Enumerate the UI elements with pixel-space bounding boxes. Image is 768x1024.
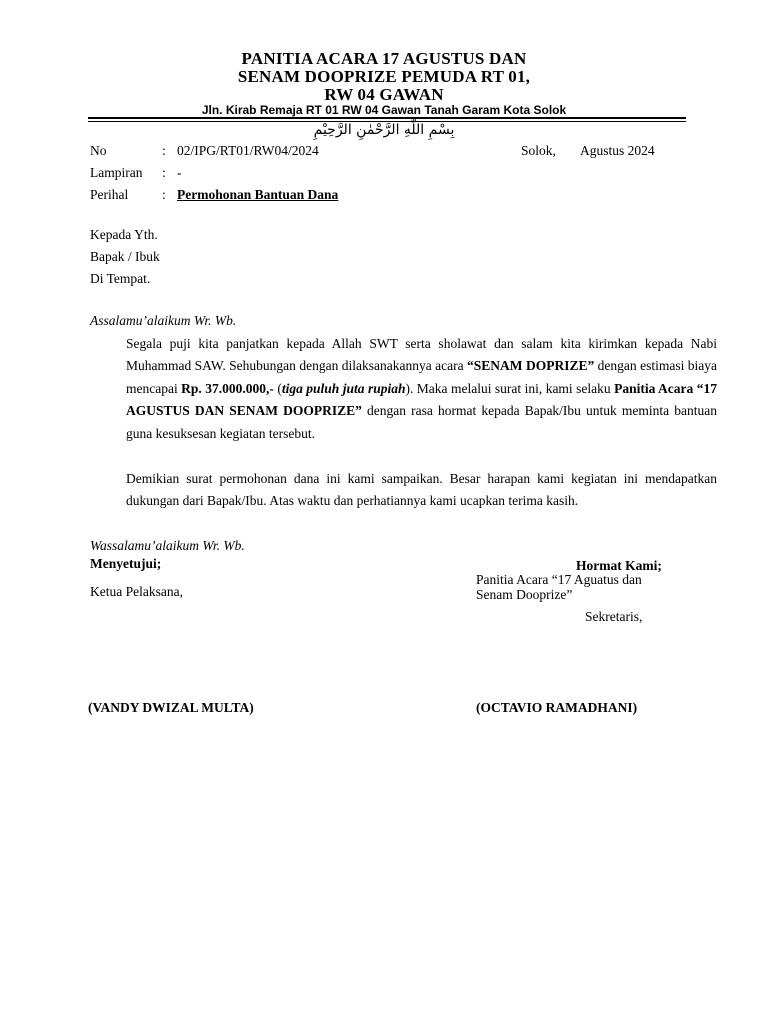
letterhead-line-3: RW 04 GAWAN xyxy=(324,85,444,104)
committee-name-block xyxy=(476,572,642,602)
perihal-colon: : xyxy=(162,187,166,202)
opening-salutation: Assalamu’alaikum Wr. Wb. xyxy=(90,313,237,328)
p1-amount-words: tiga puluh juta rupiah xyxy=(281,380,406,396)
p1-text-5: dengan rasa hormat kepada Bapak/Ibu untuk meminta bantuan guna kesuksesan kegiatan tersebut. xyxy=(126,403,718,441)
no-label: No xyxy=(90,143,107,158)
p1-text-3: ( xyxy=(273,380,282,396)
right-signatory-name: (OCTAVIO RAMADHANI) xyxy=(476,700,638,715)
p1-text-4: ). Maka melalui surat ini, kami selaku xyxy=(405,380,615,396)
basmalah-calligraphy: بِسْمِ اللّٰهِ الرَّحْمٰنِ الرَّحِيْمِ xyxy=(313,122,455,138)
recipient-block xyxy=(90,224,160,290)
closing-salutation: Wassalamu’alaikum Wr. Wb. xyxy=(90,538,245,553)
lampiran-colon: : xyxy=(162,165,166,180)
body-paragraph-1 xyxy=(90,333,717,445)
regards-label: Hormat Kami; xyxy=(576,558,662,573)
body-paragraph-2: Demikian surat permohonan dana ini kami sampaikan. Besar harapan kami kegiatan ini mendapatkan dukungan dari Bapak/Ibu. Atas waktu dan perhatiannya kami ucapkan terima kasih. xyxy=(126,471,717,509)
recipient-line-1: Kepada Yth. xyxy=(90,227,158,242)
approval-label: Menyetujui; xyxy=(90,556,162,571)
letter-place: Solok, xyxy=(521,143,556,158)
committee-line-1: Panitia Acara “17 Aguatus dan xyxy=(476,572,642,587)
left-signatory-name: (VANDY DWIZAL MULTA) xyxy=(88,700,254,715)
lampiran-value: - xyxy=(177,165,182,180)
p1-event-name: “SENAM DOPRIZE” xyxy=(467,358,595,374)
recipient-line-3: Di Tempat. xyxy=(90,271,151,286)
letter-date: Agustus 2024 xyxy=(580,143,655,158)
letterhead-address: Jln. Kirab Remaja RT 01 RW 04 Gawan Tanah Garam Kota Solok xyxy=(201,103,567,117)
right-signatory-role: Sekretaris, xyxy=(585,609,643,624)
committee-line-2: Senam Dooprize” xyxy=(476,587,573,602)
letterhead-line-2: SENAM DOOPRIZE PEMUDA RT 01, xyxy=(237,67,531,86)
left-signatory-role: Ketua Pelaksana, xyxy=(90,584,183,599)
letterhead xyxy=(0,50,768,104)
letterhead-line-1: PANITIA ACARA 17 AGUSTUS DAN xyxy=(241,49,527,68)
lampiran-label: Lampiran xyxy=(90,165,143,180)
recipient-line-2: Bapak / Ibuk xyxy=(90,249,160,264)
no-colon: : xyxy=(162,143,166,158)
p1-text-1: Segala puji kita panjatkan kepada Allah SWT serta sholawat dan salam kita kirimkan kepada Nabi Muhammad SAW. Sehubungan dengan dilaksanakannya acara xyxy=(126,336,717,374)
p1-amount: Rp. 37.000.000,- xyxy=(181,380,274,396)
p1-text-2: dengan estimasi biaya mencapai xyxy=(126,358,718,396)
perihal-label: Perihal xyxy=(90,187,129,202)
perihal-value: Permohonan Bantuan Dana xyxy=(177,187,339,202)
no-value: 02/IPG/RT01/RW04/2024 xyxy=(177,143,319,158)
p1-committee-name: Panitia Acara “17 AGUSTUS DAN SENAM DOOPRIZE” xyxy=(126,380,717,419)
letterhead-rule-thick xyxy=(88,117,686,119)
